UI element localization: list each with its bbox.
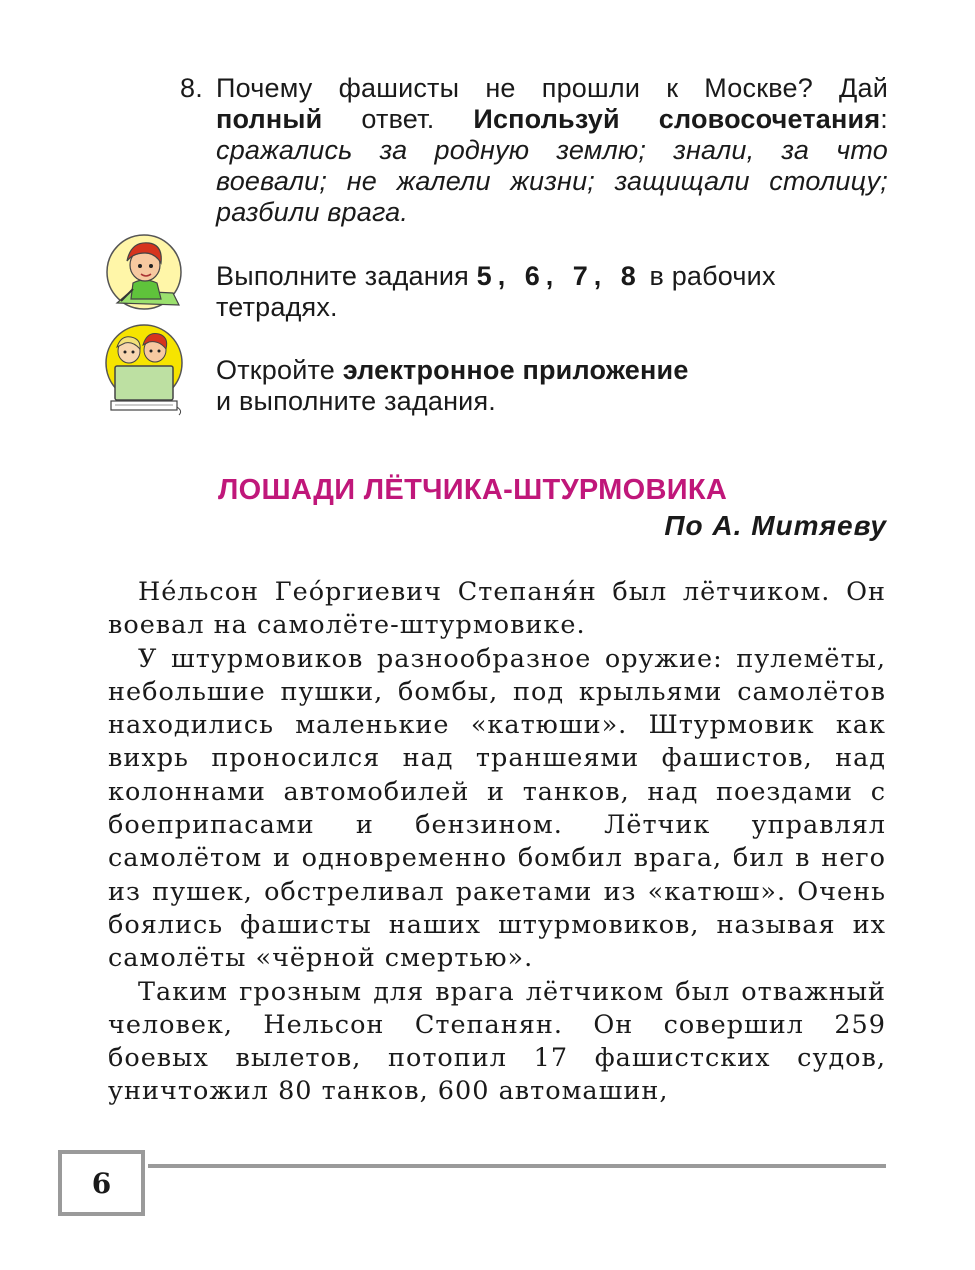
kids-computer-icon	[103, 323, 185, 418]
eapp-bold: электронное приложение	[342, 355, 689, 385]
story-paragraph: У штурмовиков разнообразное оружие: пулемёты, небольшие пушки, бомбы, под крыльями самолётов находились маленькие «катюши». Штурмовик как вихрь проносился над траншеями фашистов, над колоннами автомобилей и танков, над поездами с боеприпасами и бензином. Лётчик управлял самолётом и одновременно бомбил врага, бил в него из пушек, обстреливал ракетами из «катюш». Очень боялись фашисты наших штурмовиков, называя их самолёты «чёрной смертью».	[108, 643, 886, 974]
story-text	[108, 576, 886, 1109]
task-8-text	[216, 73, 888, 228]
eapp-line-2: и выполните задания.	[216, 386, 496, 416]
footer-divider	[148, 1164, 886, 1168]
page-number: 6	[58, 1150, 145, 1216]
task-8	[180, 73, 888, 228]
workbook-instruction	[216, 261, 876, 323]
electronic-app-instruction	[216, 355, 876, 417]
story-title: ЛОШАДИ ЛЁТЧИКА-ШТУРМОВИКА	[218, 474, 728, 506]
workbook-text-post: в рабочих тетрадях.	[216, 261, 776, 322]
workbook-text-pre: Выполните задания	[216, 261, 477, 291]
task-number: 8.	[180, 73, 203, 103]
task-numbers: 5, 6, 7, 8	[476, 261, 642, 291]
eapp-line-1	[216, 355, 876, 386]
story-author: По А. Митяеву	[664, 510, 887, 541]
eapp-text-pre: Откройте	[216, 355, 343, 385]
task-8-text-2: ответ.	[322, 104, 474, 134]
task-8-bold-full: полный	[216, 104, 323, 134]
boy-writing-icon	[103, 233, 185, 311]
task-8-phrases: сражались за родную землю; знали, за что воевали; не жалели жизни; защищали столицу; разбили врага.	[216, 135, 888, 227]
task-8-bold-use: Используй словосочетания	[473, 104, 881, 134]
story-paragraph: Не́льсон Гео́ргиевич Степаня́н был лётчиком. Он воевал на самолёте-штурмовике.	[108, 577, 886, 641]
task-8-colon: :	[880, 104, 888, 134]
task-8-question: Почему фашисты не прошли к Москве? Дай	[216, 73, 888, 103]
story-paragraph: Таким грозным для врага лётчиком был отважный человек, Нельсон Степанян. Он совершил 259 боевых вылетов, потопил 17 фашистских судов, уничтожил 80 танков, 600 автомашин,	[108, 976, 886, 1107]
